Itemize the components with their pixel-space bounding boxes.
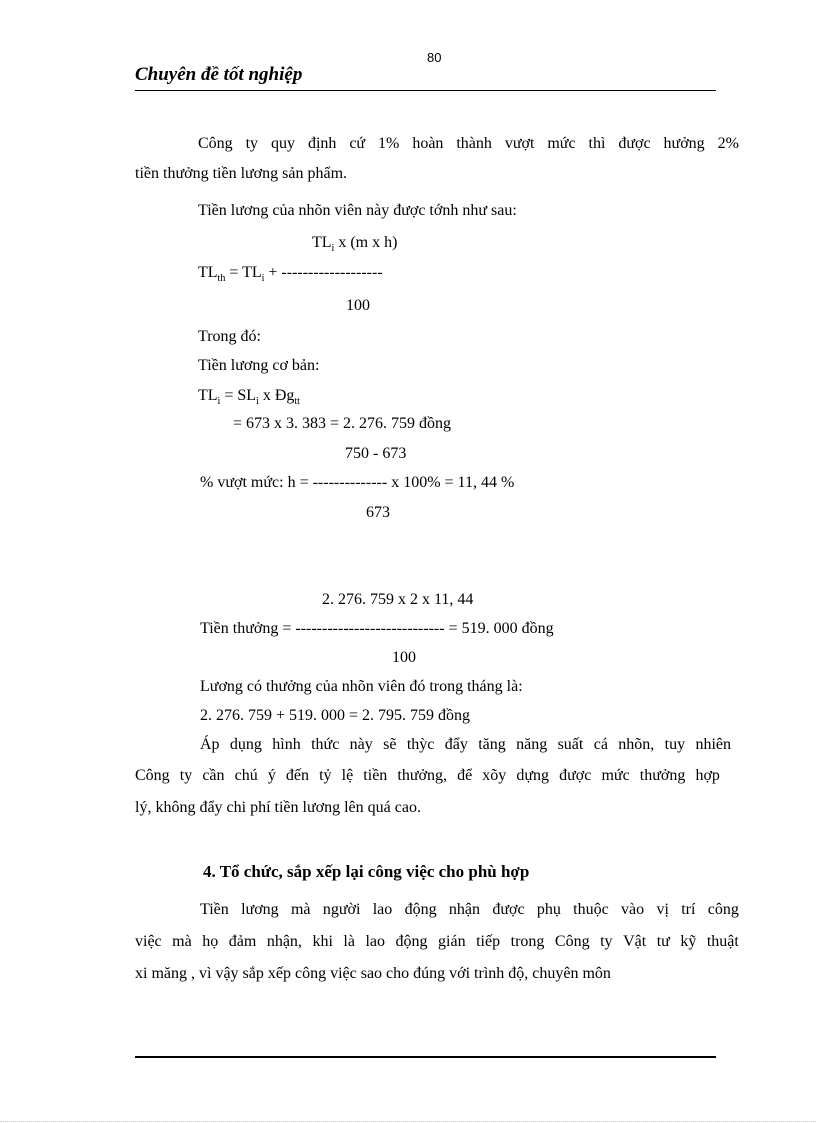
para3-line2 bbox=[135, 932, 739, 952]
word: tiếp bbox=[476, 933, 501, 950]
word: tiền bbox=[363, 767, 388, 784]
word: đến bbox=[285, 767, 310, 784]
word: chú bbox=[234, 767, 258, 784]
word: thuộc bbox=[573, 901, 609, 918]
word: hình bbox=[272, 736, 301, 753]
base-formula: $TL_i = SL_i$ x $Đg_{tt}$ bbox=[198, 387, 300, 407]
where-label: Trong đó: bbox=[198, 328, 261, 345]
word: tăng bbox=[478, 736, 506, 753]
word: ty bbox=[245, 135, 259, 152]
word: nhận bbox=[448, 901, 480, 918]
word: cá bbox=[593, 736, 608, 753]
word: gián bbox=[438, 933, 466, 950]
para2-line3: lý, không đẩy chi phí tiền lương lên quá cao. bbox=[135, 799, 421, 816]
overrate-numerator: 750 - 673 bbox=[345, 445, 407, 462]
word: 2% bbox=[717, 135, 739, 152]
word: động bbox=[404, 901, 437, 918]
word: ý bbox=[267, 767, 276, 784]
page-edge bbox=[0, 1121, 816, 1122]
word: quy bbox=[271, 135, 295, 152]
word: thành bbox=[456, 135, 492, 152]
word: được bbox=[492, 901, 525, 918]
word: ty bbox=[179, 767, 193, 784]
word: Áp bbox=[200, 736, 220, 753]
word: Công bbox=[198, 135, 233, 152]
word: nhận, bbox=[266, 933, 302, 950]
word: dựng bbox=[516, 767, 550, 784]
word: cần bbox=[202, 767, 225, 784]
word: Công bbox=[135, 767, 170, 784]
word: người bbox=[322, 901, 361, 918]
word: suất bbox=[557, 736, 584, 753]
word: được bbox=[559, 767, 592, 784]
word: xõy bbox=[482, 767, 507, 784]
formula-line: $TL_{th} = TL_i$ + ------------------- bbox=[198, 264, 383, 284]
word: lương bbox=[241, 901, 279, 918]
word: vị bbox=[656, 901, 669, 918]
word: thuật bbox=[706, 933, 739, 950]
word: 1% bbox=[378, 135, 400, 152]
word: tỷ bbox=[319, 767, 332, 784]
word: hưởng bbox=[663, 135, 705, 152]
word: đảm bbox=[228, 933, 257, 950]
word: cứ bbox=[349, 135, 366, 152]
word: phụ bbox=[536, 901, 561, 918]
word: là bbox=[343, 933, 355, 950]
header-title: Chuyên đề tốt nghiệp bbox=[135, 64, 303, 85]
word: mức bbox=[601, 767, 630, 784]
word: công bbox=[707, 901, 739, 918]
salary-with-bonus-label: Lương có thưởng của nhõn viên đó trong tháng là: bbox=[200, 678, 523, 695]
word: ty bbox=[600, 933, 613, 950]
word: Vật bbox=[623, 933, 647, 950]
page-number: 80 bbox=[427, 50, 442, 65]
word: trong bbox=[510, 933, 545, 950]
word: thưởng, bbox=[397, 767, 447, 784]
formula-numerator: $TL_i$ x (m x h) bbox=[312, 234, 398, 254]
word: vượt bbox=[504, 135, 535, 152]
para1-line1 bbox=[198, 134, 739, 154]
word: tuy bbox=[664, 736, 686, 753]
word: được bbox=[618, 135, 651, 152]
word: việc bbox=[135, 933, 162, 950]
salary-with-bonus-value: 2. 276. 759 + 519. 000 = 2. 795. 759 đồng bbox=[200, 707, 471, 724]
base-salary-label: Tiền lương cơ bản: bbox=[198, 357, 320, 374]
para2-line2 bbox=[135, 766, 720, 786]
word: lao bbox=[372, 901, 393, 918]
word: hợp bbox=[695, 767, 720, 784]
footer-rule bbox=[135, 1056, 716, 1058]
word: khi bbox=[312, 933, 333, 950]
word: để bbox=[457, 767, 473, 784]
bonus-denominator: 100 bbox=[392, 649, 416, 666]
word: đẩy bbox=[444, 736, 468, 753]
bonus-numerator: 2. 276. 759 x 2 x 11, 44 bbox=[322, 591, 474, 608]
salary-intro: Tiền lương của nhõn viên này được tớnh như sau: bbox=[198, 202, 517, 219]
overrate-denominator: 673 bbox=[366, 504, 390, 521]
word: này bbox=[349, 736, 373, 753]
para1-line2: tiền thưởng tiền lương sản phẩm. bbox=[135, 165, 348, 182]
word: định bbox=[307, 135, 337, 152]
section-heading: 4. Tổ chức, sắp xếp lại công việc cho phù hợp bbox=[203, 862, 530, 881]
word: tư bbox=[656, 933, 670, 950]
word: nhõn, bbox=[618, 736, 655, 753]
para3-line1 bbox=[200, 900, 739, 920]
word: thỳc bbox=[406, 736, 435, 753]
word: dụng bbox=[229, 736, 262, 753]
word: mà bbox=[172, 933, 192, 950]
word: lao bbox=[365, 933, 386, 950]
word: động bbox=[395, 933, 428, 950]
word: Tiền bbox=[200, 901, 229, 918]
word: lệ bbox=[341, 767, 354, 784]
word: thức bbox=[311, 736, 340, 753]
para2-line1 bbox=[200, 735, 731, 755]
word: sẽ bbox=[383, 736, 397, 753]
formula-denominator: 100 bbox=[346, 297, 370, 314]
word: hoàn bbox=[412, 135, 444, 152]
word: vào bbox=[621, 901, 645, 918]
word: Công bbox=[554, 933, 590, 950]
word: năng bbox=[516, 736, 548, 753]
word: mức bbox=[547, 135, 576, 152]
para3-line3: xi măng , vì vậy sắp xếp công việc sao cho đúng với trình độ, chuyên môn bbox=[135, 965, 611, 982]
header-rule bbox=[135, 90, 716, 91]
word: kỹ bbox=[680, 933, 697, 950]
bonus-line: Tiền thưởng = ---------------------------- = 519. 000 đồng bbox=[200, 620, 554, 637]
base-result: = 673 x 3. 383 = 2. 276. 759 đồng bbox=[233, 415, 452, 432]
word: thưởng bbox=[639, 767, 686, 784]
word: mà bbox=[290, 901, 311, 918]
word: trí bbox=[681, 901, 696, 918]
word: nhiên bbox=[695, 736, 731, 753]
overrate-line: % vượt mức: h = -------------- x 100% = 11, 44 % bbox=[200, 474, 515, 491]
word: họ bbox=[202, 933, 219, 950]
word: thì bbox=[588, 135, 606, 152]
